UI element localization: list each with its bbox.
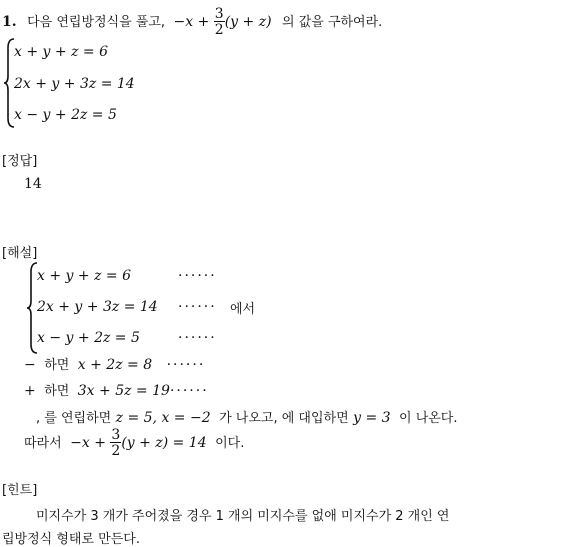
step2-eq: 3x + 5z = 19 [77, 383, 170, 399]
problem-fraction [214, 7, 225, 37]
explanation-step-1 [24, 354, 205, 373]
step2-word: 하면 [44, 384, 70, 399]
step1-sign: − [24, 357, 36, 373]
problem-expr-post: (y + z) [224, 14, 272, 30]
conclusion-pre: 따라서 [24, 436, 62, 451]
explanation-label: [해설] [2, 246, 38, 261]
answer-label: [정답] [2, 154, 38, 169]
explanation-system-suffix: 에서 [230, 302, 256, 317]
explanation-dots-3: ······ [178, 330, 217, 346]
step3-pre: , 를 연립하면 [36, 411, 112, 426]
step3-post: 이 나온다. [399, 411, 458, 426]
conclusion-post: 이다. [215, 436, 245, 451]
step1-word: 하면 [44, 358, 70, 373]
step3-eq1: z = 5, x = −2 [115, 410, 211, 426]
explanation-conclusion [24, 426, 244, 460]
explanation-step-3 [36, 407, 458, 426]
conclusion-expr-pre: −x + [70, 435, 106, 451]
hint-line-2: 립방정식 형태로 만든다. [2, 532, 140, 547]
problem-frac-den: 2 [214, 22, 224, 38]
explanation-dots-1: ······ [178, 268, 217, 284]
step3-eq2: y = 3 [353, 410, 391, 426]
problem-text-before: 다음 연립방정식을 풀고, [27, 15, 166, 30]
explanation-system-eq-3: x − y + 2z = 5 [37, 330, 140, 346]
step1-dots: ······ [166, 357, 206, 373]
explanation-system-eq-2: 2x + y + 3z = 14 [37, 299, 158, 315]
problem-system-eq-3: x − y + 2z = 5 [14, 107, 117, 123]
problem-frac-num: 3 [214, 6, 224, 22]
conclusion-expr-post: (y + z) = 14 [121, 435, 207, 451]
answer-value: 14 [24, 176, 42, 192]
problem-line [2, 7, 382, 37]
step1-eq: x + 2z = 8 [77, 357, 153, 373]
hint-label: [힌트] [2, 483, 38, 498]
problem-number: 1. [2, 14, 17, 30]
conclusion-frac-den: 2 [111, 443, 121, 459]
problem-expr-pre: −x + [173, 14, 210, 30]
problem-system-eq-2: 2x + y + 3z = 14 [14, 76, 135, 92]
explanation-system-eq-1: x + y + z = 6 [37, 268, 131, 284]
conclusion-frac-num: 3 [111, 427, 121, 443]
conclusion-fraction [110, 428, 121, 458]
step2-dots: ······ [169, 383, 209, 399]
step2-sign: + [24, 383, 36, 399]
problem-text-after: 의 값을 구하여라. [282, 15, 383, 30]
explanation-step-2 [24, 380, 209, 399]
problem-system-eq-1: x + y + z = 6 [14, 44, 108, 60]
hint-line-1: 미지수가 3 개가 주어졌을 경우 1 개의 미지수를 없애 미지수가 2 개인 연 [36, 509, 450, 524]
explanation-dots-2: ······ [178, 299, 217, 315]
step3-mid: 가 나오고, 에 대입하면 [219, 411, 349, 426]
